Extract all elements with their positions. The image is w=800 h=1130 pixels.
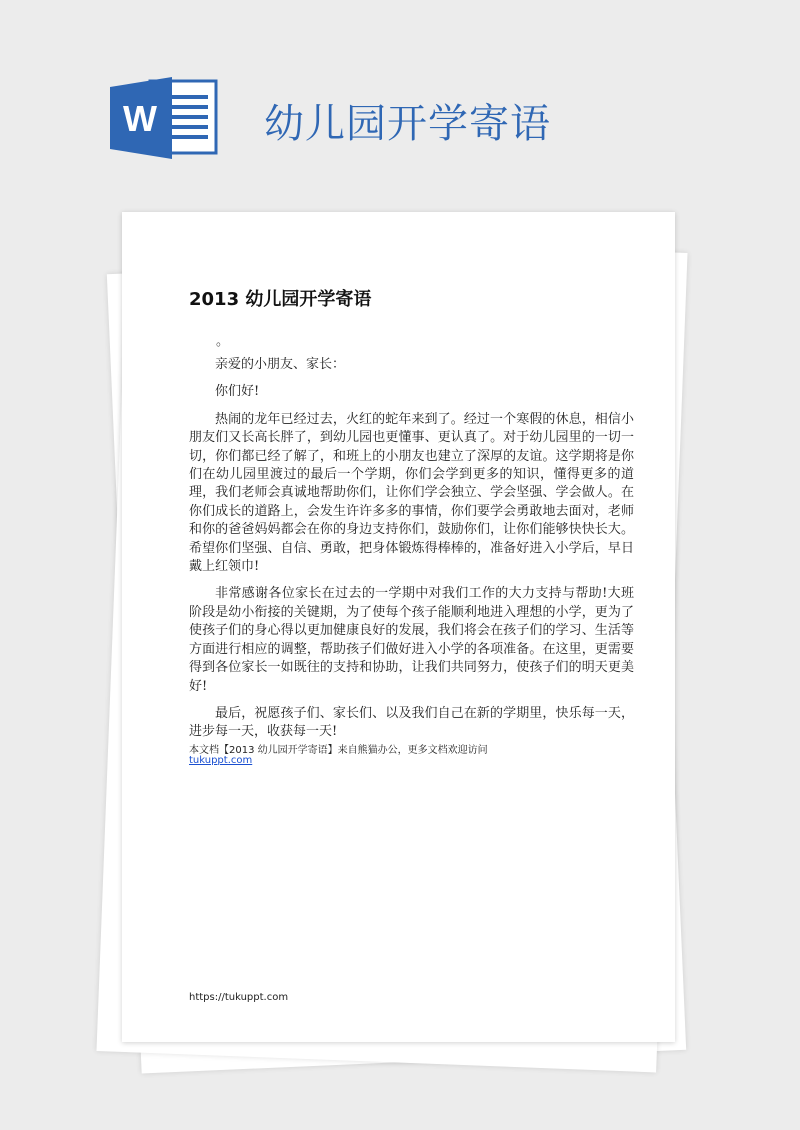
body-paragraph: 热闹的龙年已经过去，火红的蛇年来到了。经过一个寒假的休息，相信小朋友们又长高长胖了，到幼儿园也更懂事、更认真了。对于幼儿园里的一切一切，你们都已经了解了，和班上的小朋友也建立了深厚的友谊。这学期将是你们在幼儿园里渡过的最后一个学期，你们会学到更多的知识，懂得更多的道理，我们老师会真诚地帮助你们，让你们学会独立、学会坚强、学会做人。在你们成长的道路上，会发生许许多多的事情，你们要学会勇敢地去面对，老师和你的爸爸妈妈都会在你的身边支持你们，鼓励你们，让你们能够快快长大。希望你们坚强、自信、勇敢，把身体锻炼得棒棒的，准备好进入小学后，早日戴上红领巾! — [189, 411, 634, 575]
leading-mark: 。 — [216, 334, 230, 349]
body-paragraph: 非常感谢各位家长在过去的一学期中对我们工作的大力支持与帮助!大班阶段是幼小衔接的关键期，为了使每个孩子能顺利地进入理想的小学，更为了使孩子们的身心得以更加健康良好的发展，我们将会在孩子们的学习、生活等方面进行相应的调整，帮助孩子们做好进入小学的各项准备。在这里，更需要得到各位家长一如既往的支持和协助，让我们共同努力，使孩子们的明天更美好! — [189, 586, 634, 694]
salutation: 亲爱的小朋友、家长： — [215, 357, 346, 372]
footer-url: https://tukuppt.com — [189, 992, 289, 1003]
greeting: 你们好! — [215, 384, 260, 400]
word-icon-letter: W — [123, 98, 157, 139]
page-title: 幼儿园开学寄语 — [264, 101, 551, 147]
source-link[interactable]: tukuppt.com — [189, 755, 253, 766]
source-note: 本文档【2013 幼儿园开学寄语】来自熊猫办公，更多文档欢迎访问 — [189, 745, 488, 756]
word-document-icon — [110, 75, 220, 161]
document-title: 2013 幼儿园开学寄语 — [189, 289, 372, 310]
document-body — [189, 356, 634, 751]
body-paragraph: 最后，祝愿孩子们、家长们、以及我们自己在新的学期里，快乐每一天，进步每一天，收获每一天! — [189, 705, 634, 740]
document-page — [122, 212, 675, 1042]
